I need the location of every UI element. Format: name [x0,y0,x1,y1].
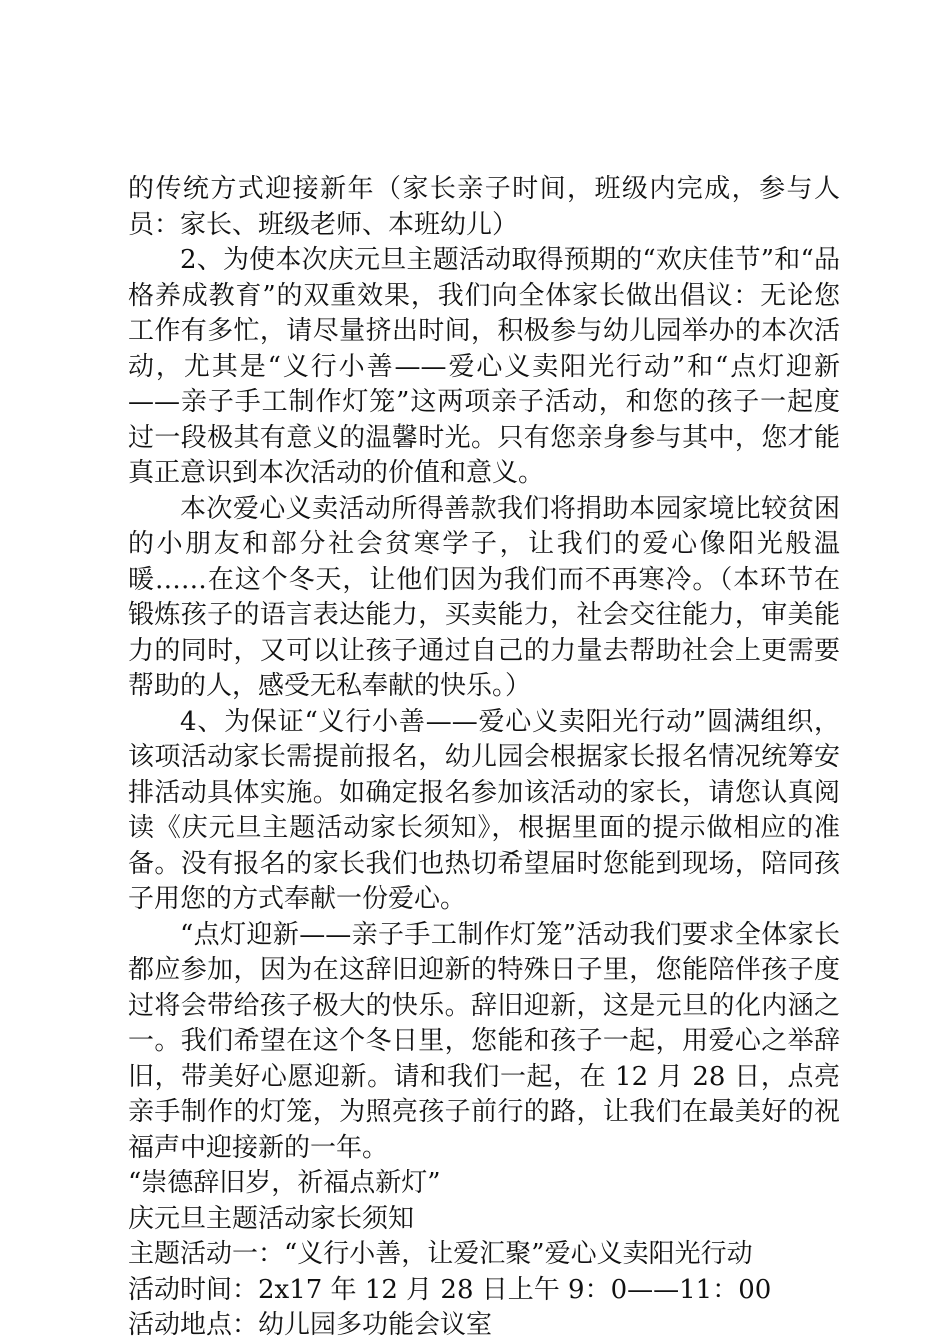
notice-title-line: 庆元旦主题活动家长须知 [128,1203,415,1234]
paragraph-charity-sale: 本次爱心义卖活动所得善款我们将捐助本园家境比较贫困的小朋友和部分社会贫寒学子，让我们的爱心像阳光般温暖……在这个冬天，让他们因为我们而不再寒冷。（本环节在锻炼孩子的语言表达能力，买卖能力，社会交往能力，审美能力的同时，又可以让孩子通过自己的力量去帮助社会上更需要帮助的人，感受无私奉献的快乐。） [128,493,840,701]
activity-location-line: 活动地点：幼儿园多功能会议室 [128,1310,493,1340]
activity-time-line: 活动时间：2x17 年 12 月 28 日上午 9：0——11：00 [128,1274,772,1305]
paragraph-registration: 4、为保证“义行小善——爱心义卖阳光行动”圆满组织，该项活动家长需提前报名，幼儿园会根据家长报名情况统筹安排活动具体实施。如确定报名参加该活动的家长，请您认真阅读《庆元旦主题活动家长须知》，根据里面的提示做相应的准备。没有报名的家长我们也热切希望届时您能到现场，陪同孩子用您的方式奉献一份爱心。 [128,706,840,914]
paragraph-parent-proposal: 2、为使本次庆元旦主题活动取得预期的“欢庆佳节”和“品格养成教育”的双重效果，我们向全体家长做出倡议：无论您工作有多忙，请尽量挤出时间，积极参与幼儿园举办的本次活动，尤其是“义行小善——爱心义卖阳光行动”和“点灯迎新——亲子手工制作灯笼”这两项亲子活动，和您的孩子一起度过一段极其有意义的温馨时光。只有您亲身参与其中，您才能真正意识到本次活动的价值和意义。 [128,245,840,488]
slogan-line: “崇德辞旧岁，祈福点新灯” [128,1168,441,1198]
paragraph-continuation: 的传统方式迎接新年（家长亲子时间，班级内完成，参与人员：家长、班级老师、本班幼儿） [128,174,840,240]
activity-one-line: 主题活动一：“义行小善，让爱汇聚”爱心义卖阳光行动 [128,1239,753,1269]
paragraph-lantern-activity: “点灯迎新——亲子手工制作灯笼”活动我们要求全体家长都应参加，因为在这辞旧迎新的特殊日子里，您能陪伴孩子度过将会带给孩子极大的快乐。辞旧迎新，这是元旦的化内涵之一。我们希望在这个冬日里，您能和孩子一起，用爱心之举辞旧，带美好心愿迎新。请和我们一起，在 12 月 28 日，点亮亲手制作的灯笼，为照亮孩子前行的路，让我们在最美好的祝福声中迎接新的一年。 [128,919,840,1163]
document-body [128,172,840,1344]
